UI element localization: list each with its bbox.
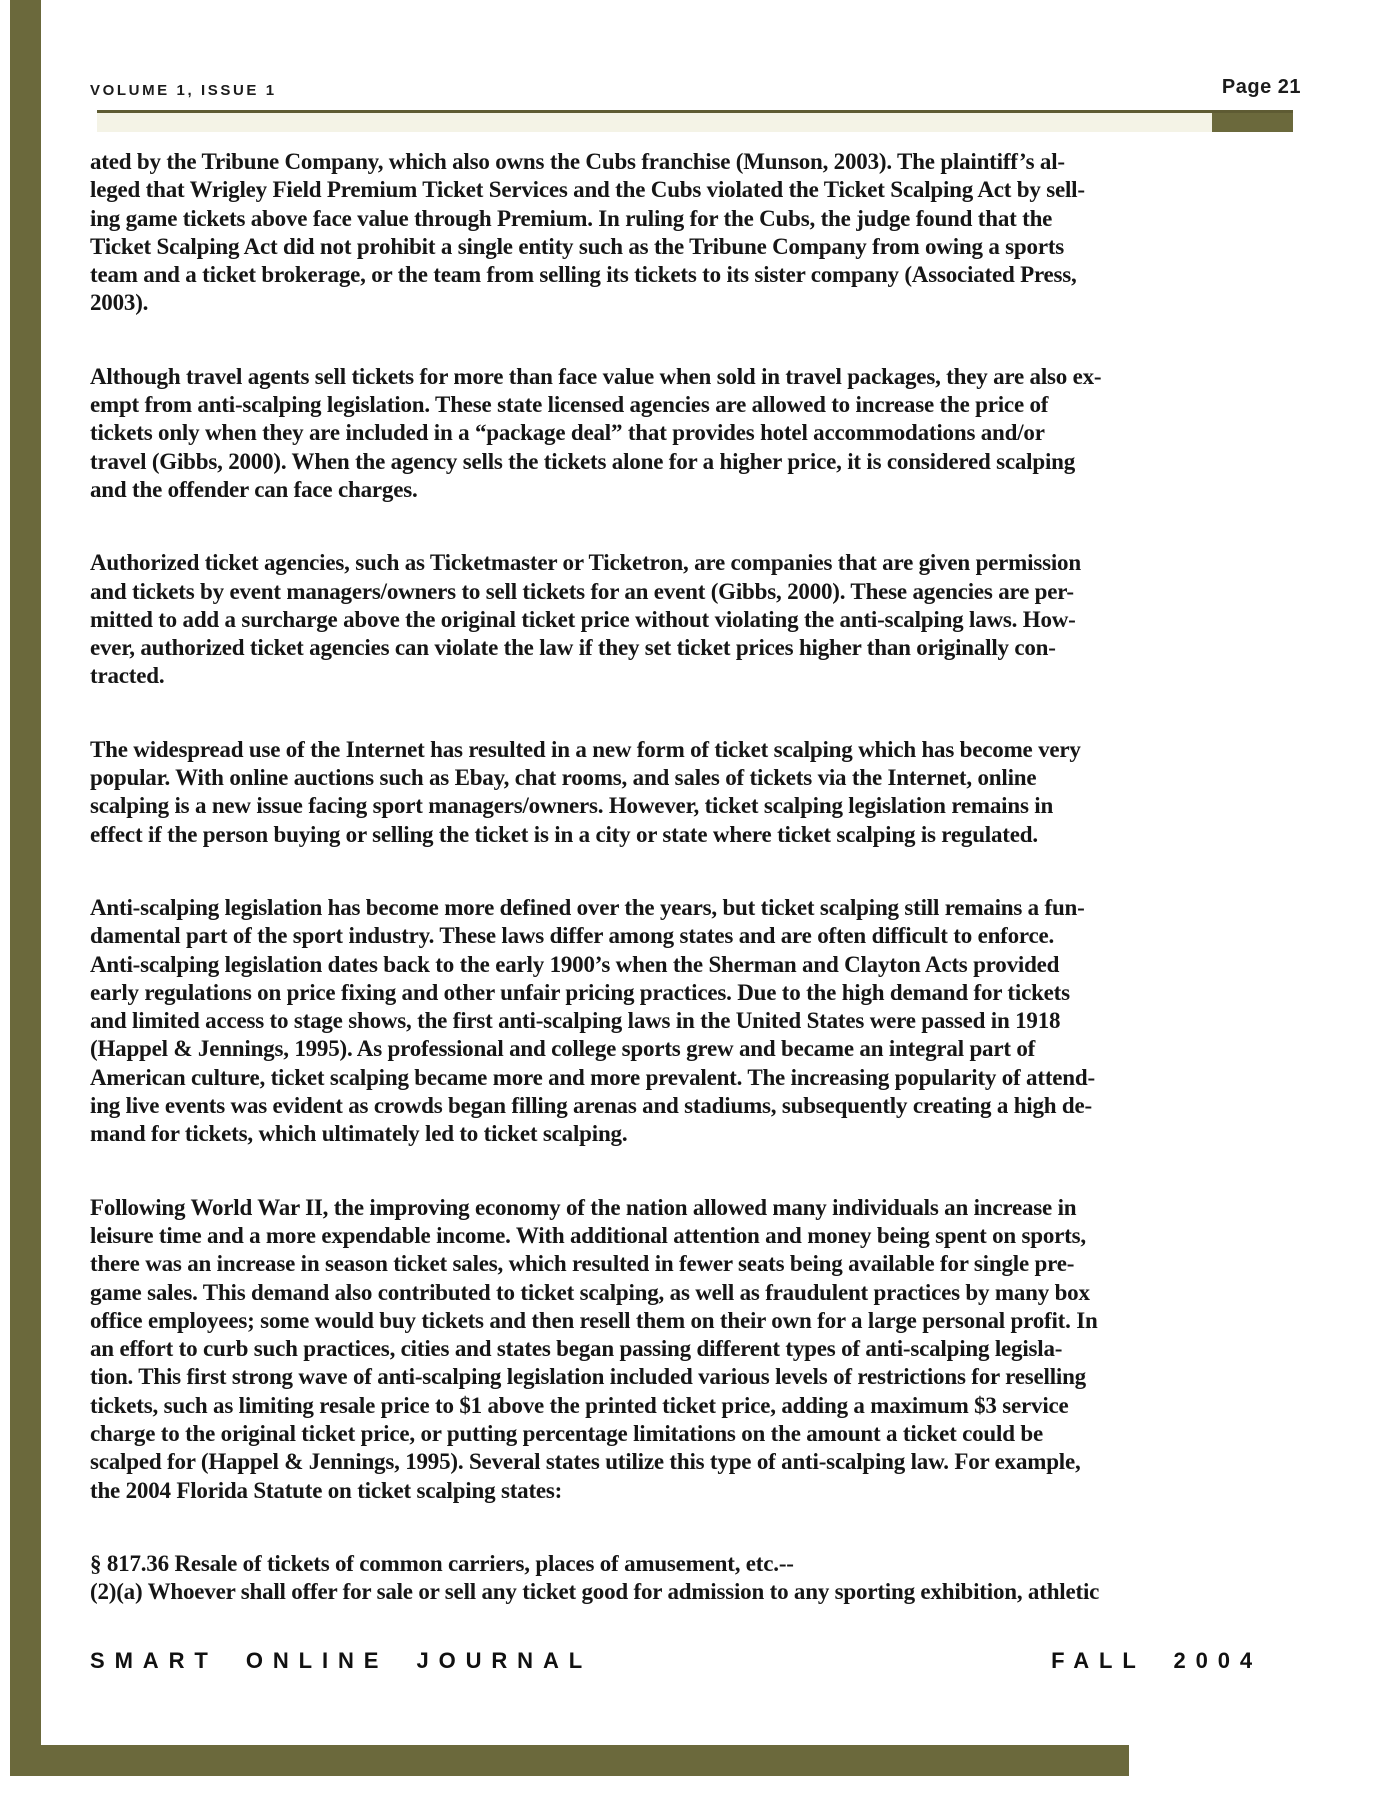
- text-line: travel (Gibbs, 2000). When the agency sells the tickets alone for a higher price, it is considered scalping: [90, 448, 1076, 474]
- text-line: scalping is a new issue facing sport managers/owners. However, ticket scalping legislation remains in: [90, 793, 1054, 819]
- text-line: § 817.36 Resale of tickets of common carriers, places of amusement, etc.--: [90, 1550, 794, 1576]
- text-line: office employees; some would buy tickets and then resell them on their own for a large personal profit. In: [90, 1307, 1098, 1333]
- text-line: early regulations on price fixing and other unfair pricing practices. Due to the high demand for tickets: [90, 979, 1070, 1005]
- text-line: Although travel agents sell tickets for more than face value when sold in travel packages, they are also ex-: [90, 363, 1102, 389]
- text-line: the 2004 Florida Statute on ticket scalping states:: [90, 1477, 563, 1503]
- text-line: Ticket Scalping Act did not prohibit a single entity such as the Tribune Company from owing a sports: [90, 233, 1065, 259]
- article-body: [90, 148, 1335, 1651]
- text-line: The widespread use of the Internet has resulted in a new form of ticket scalping which has become very: [90, 736, 1081, 762]
- text-line: ing live events was evident as crowds began filling arenas and stadiums, subsequently creating a high de-: [90, 1093, 1092, 1119]
- paragraph: [90, 549, 1335, 690]
- text-line: Authorized ticket agencies, such as Ticketmaster or Ticketron, are companies that are given permission: [90, 550, 1081, 576]
- text-line: Following World War II, the improving economy of the nation allowed many individuals an increase in: [90, 1194, 1077, 1220]
- text-line: charge to the original ticket price, or putting percentage limitations on the amount a ticket could be: [90, 1420, 1043, 1446]
- text-line: and tickets by event managers/owners to sell tickets for an event (Gibbs, 2000). These agencies are per-: [90, 578, 1074, 604]
- text-line: popular. With online auctions such as Ebay, chat rooms, and sales of tickets via the Internet, online: [90, 765, 1037, 791]
- page-header: [90, 76, 1301, 99]
- journal-title: SMART ONLINE JOURNAL: [90, 1648, 593, 1673]
- text-line: leged that Wrigley Field Premium Ticket Services and the Cubs violated the Ticket Scalping Act by sell-: [90, 177, 1085, 203]
- header-band: [97, 113, 1293, 132]
- text-line: ever, authorized ticket agencies can violate the law if they set ticket prices higher than originally con-: [90, 635, 1056, 661]
- text-line: Anti-scalping legislation has become more defined over the years, but ticket scalping still remains a fun-: [90, 894, 1085, 920]
- text-line: ing game tickets above face value through Premium. In ruling for the Cubs, the judge found that the: [90, 205, 1053, 231]
- text-line: effect if the person buying or selling the ticket is in a city or state where ticket scalping is regulated.: [90, 821, 1038, 847]
- text-line: team and a ticket brokerage, or the team from selling its tickets to its sister company (Associated Press,: [90, 262, 1077, 288]
- text-line: empt from anti-scalping legislation. These state licensed agencies are allowed to increase the price of: [90, 392, 1049, 418]
- text-line: ated by the Tribune Company, which also owns the Cubs franchise (Munson, 2003). The plaintiff’s al-: [90, 149, 1065, 174]
- text-line: Anti-scalping legislation dates back to the early 1900’s when the Sherman and Clayton Acts provided: [90, 951, 1060, 977]
- text-line: there was an increase in season ticket sales, which resulted in fewer seats being available for single pre-: [90, 1251, 1075, 1277]
- text-line: scalped for (Happel & Jennings, 1995). Several states utilize this type of anti-scalping law. For example,: [90, 1449, 1081, 1475]
- paragraph: [90, 1194, 1335, 1505]
- paragraph: [90, 736, 1335, 849]
- text-line: tickets only when they are included in a “package deal” that provides hotel accommodations and/or: [90, 420, 1045, 446]
- text-line: mand for tickets, which ultimately led to ticket scalping.: [90, 1121, 628, 1147]
- text-line: tracted.: [90, 663, 165, 689]
- bottom-accent-bar: [10, 1745, 1129, 1776]
- text-line: an effort to curb such practices, cities and states began passing different types of anti-scalping legisla-: [90, 1336, 1063, 1362]
- text-line: 2003).: [90, 290, 149, 316]
- header-accent-square: [1212, 113, 1293, 132]
- text-line: (Happel & Jennings, 1995). As professional and college sports grew and became an integral part of: [90, 1036, 1036, 1062]
- paragraph: [90, 1550, 1335, 1607]
- text-line: (2)(a) Whoever shall offer for sale or sell any ticket good for admission to any sporting exhibition, athletic: [90, 1579, 1100, 1605]
- text-line: leisure time and a more expendable income. With additional attention and money being spent on sports,: [90, 1222, 1086, 1248]
- text-line: and limited access to stage shows, the first anti-scalping laws in the United States were passed in 1918: [90, 1008, 1061, 1034]
- text-line: and the offender can face charges.: [90, 476, 418, 502]
- paragraph: [90, 148, 1335, 318]
- text-line: tion. This first strong wave of anti-scalping legislation included various levels of restrictions for reselling: [90, 1364, 1086, 1390]
- text-line: American culture, ticket scalping became more and more prevalent. The increasing popularity of attend-: [90, 1064, 1095, 1090]
- text-line: tickets, such as limiting resale price to $1 above the printed ticket price, adding a maximum $3 service: [90, 1392, 1069, 1418]
- issue-label: FALL 2004: [1051, 1648, 1262, 1673]
- text-line: mitted to add a surcharge above the original ticket price without violating the anti-scalping laws. How-: [90, 606, 1076, 632]
- page-footer: [90, 1648, 1262, 1674]
- text-line: game sales. This demand also contributed to ticket scalping, as well as fraudulent practices by many box: [90, 1279, 1090, 1305]
- paragraph: [90, 363, 1335, 504]
- volume-issue-label: VOLUME 1, ISSUE 1: [90, 82, 277, 99]
- left-accent-bar: [10, 0, 41, 1776]
- paragraph: [90, 894, 1335, 1149]
- page-number-label: Page 21: [1221, 76, 1301, 98]
- text-line: damental part of the sport industry. These laws differ among states and are often difficult to enforce.: [90, 923, 1055, 949]
